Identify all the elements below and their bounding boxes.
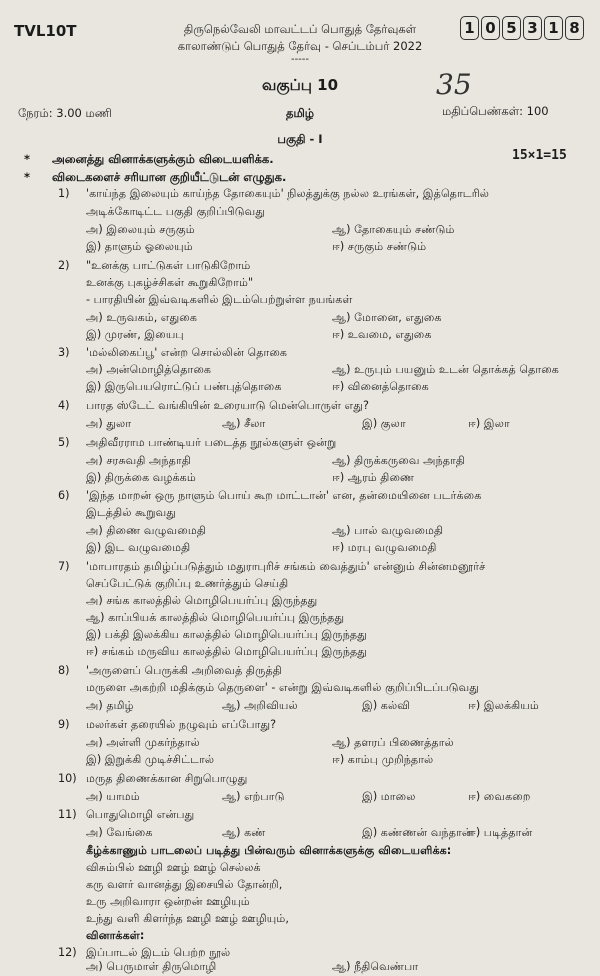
- option: அ) இலையும் சருகும்: [86, 223, 195, 236]
- option: ஆ) தளரப் பிணைத்தால்: [332, 736, 454, 749]
- register-number-box: [460, 16, 584, 40]
- question-text: பொதுமொழி என்பது: [86, 808, 195, 821]
- register-digit: 8: [565, 16, 584, 40]
- option: ஆ) கண்: [222, 826, 266, 839]
- question-number: 2): [58, 259, 70, 272]
- poem-line: உந்து வளி கிளர்ந்த ஊழி ஊழ் ஊழியும்,: [86, 912, 289, 925]
- option: இ) இட வழுவமைதி: [86, 541, 191, 554]
- passage-intro: கீழ்க்காணும் பாடலைப் படித்து பின்வரும் வினாக்களுக்கு விடையளிக்க:: [86, 844, 452, 857]
- option: ஆ) அறிவியல்: [222, 699, 298, 712]
- exam-title: காலாண்டுப் பொதுத் தேர்வு - செப்டம்பர் 2022: [177, 39, 423, 53]
- option: ஈ) சருகும் சண்டும்: [332, 240, 427, 253]
- question-text: 'காய்ந்த இலையும் காய்ந்த தோகையும்' நிலத்துக்கு நல்ல உரங்கள், இத்தொடரில்: [86, 187, 490, 200]
- question-number: 11): [58, 808, 77, 821]
- option: ஆ) தோகையும் சண்டும்: [332, 223, 455, 236]
- option: அ) வேங்கை: [86, 826, 153, 839]
- option: அ) சரசுவதி அந்தாதி: [86, 454, 191, 467]
- register-digit: 3: [523, 16, 542, 40]
- question-text: இப்பாடல் இடம் பெற்ற நூல்: [86, 946, 231, 959]
- option: அ) சங்க காலத்தில் மொழிபெயர்ப்பு இருந்தது: [86, 594, 318, 607]
- register-digit: 1: [460, 16, 479, 40]
- option: இ) பக்தி இலக்கிய காலத்தில் மொழிபெயர்ப்பு இருந்தது: [86, 628, 367, 641]
- question-text: மருத திணைக்கான சிறுபொழுது: [86, 772, 248, 785]
- option: ஈ) மரபு வழுவமைதி: [332, 541, 437, 554]
- option: ஈ) ஆரம் திணை: [332, 471, 415, 484]
- option: இ) கல்வி: [362, 699, 410, 712]
- exam-code: TVL10T: [14, 22, 77, 40]
- option: ஆ) சீலா: [222, 417, 266, 430]
- option: அ) திணை வழுவமைதி: [86, 524, 207, 537]
- question-text: அதிவீரராம பாண்டியர் படைத்த நூல்களுள் ஒன்று: [86, 436, 337, 449]
- option: ஆ) நீதிவெண்பா: [332, 960, 419, 973]
- option: இ) மாலை: [362, 790, 416, 803]
- option: ஆ) காப்பியக் காலத்தில் மொழிபெயர்ப்பு இருந்தது: [86, 611, 345, 624]
- register-digit: 5: [502, 16, 521, 40]
- district-title: திருநெல்வேலி மாவட்டப் பொதுத் தேர்வுகள்: [183, 22, 417, 36]
- option: ஈ) வினைத்தொகை: [332, 380, 429, 393]
- question-number: 1): [58, 187, 70, 200]
- poem-line: விசும்பில் ஊழி ஊழ் ஊழ் செல்லக்: [86, 861, 261, 874]
- question-text: 'மாபாரதம் தமிழ்ப்படுத்தும் மதுராபுரிச் சங்கம் வைத்தும்' என்னும் சின்னமனூர்ச்: [86, 560, 486, 573]
- question-number: 6): [58, 489, 70, 502]
- option: இ) தாளும் ஓலையும்: [86, 240, 193, 253]
- max-marks: மதிப்பெண்கள்: 100: [442, 104, 549, 118]
- option: ஆ) திருக்கருவை அந்தாதி: [332, 454, 466, 467]
- class-label: வகுப்பு 10: [261, 76, 339, 94]
- register-digit: 1: [544, 16, 563, 40]
- marks-allocation: 15×1=15: [512, 148, 567, 163]
- subject-name: தமிழ்: [285, 106, 315, 120]
- option: அ) பெருமாள் திருமொழி: [86, 960, 217, 973]
- exam-time: நேரம்: 3.00 மணி: [18, 106, 112, 120]
- instruction-line: * விடைகளைச் சரியான குறியீட்டுடன் எழுதுக.: [24, 170, 287, 184]
- question-number: 3): [58, 346, 70, 359]
- handwritten-score: 35: [436, 68, 472, 101]
- option: ஈ) காம்பு முறிந்தால்: [332, 753, 434, 766]
- option: ஈ) இலா: [468, 417, 510, 430]
- question-text: - பாரதியின் இவ்வடிகளில் இடம்பெற்றுள்ள நயங்கள்: [86, 293, 353, 306]
- poem-line: உரு அறிவாரா ஒன்றன் ஊழியும்: [86, 895, 250, 908]
- question-number: 8): [58, 664, 70, 677]
- question-text: 'இந்த மாறன் ஒரு நாளும் பொய் கூற மாட்டான்' என, தன்மையினை படர்க்கை: [86, 489, 482, 502]
- option: ஆ) உருபும் பயனும் உடன் தொக்கத் தொகை: [332, 363, 559, 376]
- question-text: அடிக்கோடிட்ட பகுதி குறிப்பிடுவது: [86, 205, 266, 218]
- poem-line: கரு வளர் வானத்து இசையில் தோன்றி,: [86, 878, 283, 891]
- question-text: "உனக்கு பாட்டுகள் பாடுகிறோம்: [86, 259, 251, 272]
- option: ஈ) வைகறை: [468, 790, 531, 803]
- header-divider: -----: [290, 54, 310, 65]
- part-heading: பகுதி - I: [277, 132, 323, 146]
- questions-heading: வினாக்கள்:: [86, 929, 145, 942]
- option: ஈ) உவமை, எதுகை: [332, 328, 432, 341]
- instruction-line: * அனைத்து வினாக்களுக்கும் விடையளிக்க.: [24, 152, 274, 166]
- option: இ) இருபெயரொட்டுப் பண்புத்தொகை: [86, 380, 282, 393]
- question-number: 12): [58, 946, 77, 959]
- question-text: பாரத ஸ்டேட் வங்கியின் உரையாடு மென்பொருள் எது?: [86, 399, 369, 412]
- question-text: 'மல்லிகைப்பூ' என்ற சொல்லின் தொகை: [86, 346, 288, 359]
- option: அ) அள்ளி முகர்ந்தால்: [86, 736, 200, 749]
- question-number: 5): [58, 436, 70, 449]
- option: அ) தமிழ்: [86, 699, 134, 712]
- option: இ) முரண், இயைபு: [86, 328, 184, 341]
- option: அ) துலா: [86, 417, 132, 430]
- option: ஈ) படித்தான்: [468, 826, 533, 839]
- option: அ) அன்மொழித்தொகை: [86, 363, 212, 376]
- question-number: 7): [58, 560, 70, 573]
- question-number: 10): [58, 772, 77, 785]
- question-text: 'அருளைப் பெருக்கி அறிவைத் திருத்தி: [86, 664, 282, 677]
- question-text: செப்பேட்டுக் குறிப்பு உணர்த்தும் செய்தி: [86, 577, 289, 590]
- option: ஆ) எற்பாடு: [222, 790, 285, 803]
- option: ஆ) பால் வழுவமைதி: [332, 524, 444, 537]
- question-number: 4): [58, 399, 70, 412]
- question-text: உனக்கு புகழ்ச்சிகள் கூறுகிறோம்": [86, 276, 254, 289]
- option: ஆ) மோனை, எதுகை: [332, 311, 442, 324]
- option: அ) உருவகம், எதுகை: [86, 311, 198, 324]
- option: இ) குலா: [362, 417, 406, 430]
- option: ஈ) இலக்கியம்: [468, 699, 539, 712]
- option: ஈ) சங்கம் மருவிய காலத்தில் மொழிபெயர்ப்பு இருந்தது: [86, 645, 368, 658]
- option: இ) இறுக்கி முடிச்சிட்டால்: [86, 753, 215, 766]
- option: அ) யாமம்: [86, 790, 140, 803]
- question-text: மலர்கள் தரையில் நழுவும் எப்போது?: [86, 718, 277, 731]
- register-digit: 0: [481, 16, 500, 40]
- option: இ) கண்ணன் வந்தான்: [362, 826, 473, 839]
- option: இ) திருக்கை வழக்கம்: [86, 471, 196, 484]
- question-text: இடத்தில் கூறுவது: [86, 506, 177, 519]
- question-text: மருளை அகற்றி மதிக்கும் தெருளை' - என்று இவ்வடிகளில் குறிப்பிடப்படுவது: [86, 681, 480, 694]
- question-number: 9): [58, 718, 70, 731]
